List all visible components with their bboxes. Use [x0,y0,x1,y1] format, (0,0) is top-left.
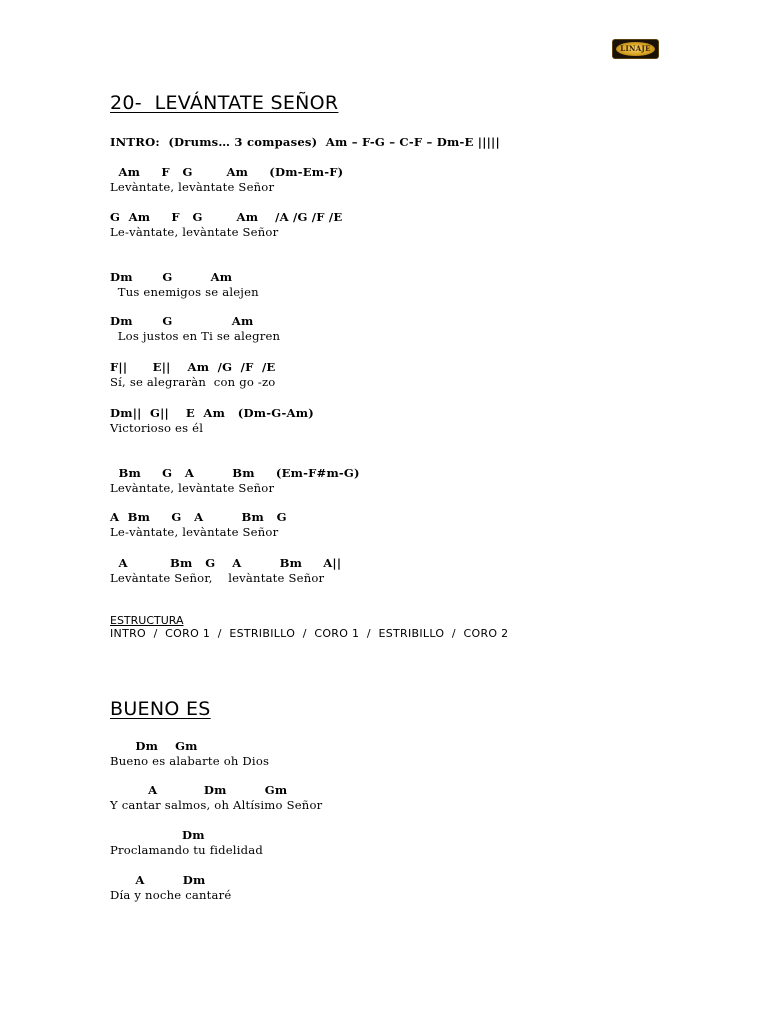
lyric-line: Levàntate, levàntate Señor [110,481,275,495]
structure-label: ESTRUCTURA [110,614,184,627]
chord-line: Dm Gm [110,739,198,753]
chord-line: A Dm Gm [110,783,288,797]
chord-line: Dm|| G|| E Am (Dm-G-Am) [110,406,314,420]
chord-line: A Bm G A Bm G [110,510,287,524]
lyric-line: Victorioso es él [110,421,204,435]
chord-line: F|| E|| Am /G /F /E [110,360,276,374]
linaje-logo [612,39,659,59]
chord-line: Bm G A Bm (Em-F#m-G) [110,466,360,480]
chord-line: A Dm [110,873,206,887]
structure-sequence: INTRO / CORO 1 / ESTRIBILLO / CORO 1 / ESTRIBILLO / CORO 2 [110,627,509,640]
lyric-line: Los justos en Ti se alegren [110,329,281,343]
lyric-line: Y cantar salmos, oh Altísimo Señor [110,798,323,812]
lyric-line: Proclamando tu fidelidad [110,843,263,857]
lyric-line: Tus enemigos se alejen [110,285,259,299]
song-title-levantate: 20- LEVÁNTATE SEÑOR [110,92,339,114]
chord-line: Dm G Am [110,314,254,328]
chord-line: G Am F G Am /A /G /F /E [110,210,343,224]
lyric-line: Día y noche cantaré [110,888,232,902]
lyric-line: Le-vàntate, levàntate Señor [110,525,279,539]
chord-line: Dm [110,828,205,842]
chord-line: Am F G Am (Dm-Em-F) [110,165,344,179]
song-title-bueno-es: BUENO ES [110,698,211,720]
lyric-line: Sí, se alegraràn con go -zo [110,375,276,389]
intro-line: INTRO: (Drums… 3 compases) Am – F-G – C-F – Dm-E ||||| [110,135,500,149]
chord-line: Dm G Am [110,270,233,284]
lyric-line: Levàntate Señor, levàntate Señor [110,571,325,585]
logo-text: LINAJE [620,44,651,53]
lyric-line: Bueno es alabarte oh Dios [110,754,270,768]
lyric-line: Levàntate, levàntate Señor [110,180,275,194]
chord-line: A Bm G A Bm A|| [110,556,342,570]
lyric-line: Le-vàntate, levàntate Señor [110,225,279,239]
